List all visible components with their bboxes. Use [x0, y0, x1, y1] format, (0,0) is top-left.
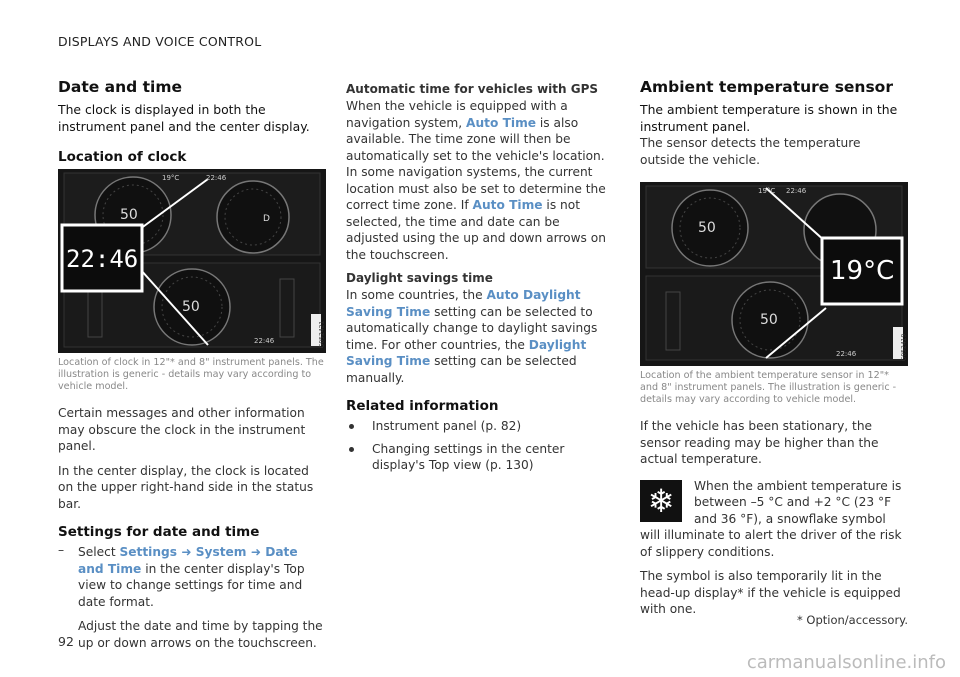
stationary-paragraph: If the vehicle has been stationary, the sensor reading may be higher than the actual temperature.: [640, 419, 879, 466]
auto-time-term: Auto Time: [472, 198, 543, 212]
temp-figure: [640, 182, 908, 366]
menu-system-link: System: [195, 545, 247, 559]
section-title-date-time: Date and time: [58, 78, 183, 96]
clock-figure: [58, 169, 326, 353]
daylight-savings-heading: Daylight savings time: [346, 271, 493, 285]
daylight-savings-paragraph: In some countries, the Auto Daylight Saving Time setting can be selected to automatically change to daylight savings time. For other countries, the Daylight Saving Time setting can be selected manually.: [346, 288, 598, 385]
auto-time-paragraph: When the vehicle is equipped with a navigation system, Auto Time is also available. The time zone will then be automatically set to the vehicle's location. In some navigation systems, the current location must also be set to determine the correct time zone. If Auto Time is not selected, the time and date can be adjusted using the up and down arrows on the touchscreen.: [346, 99, 606, 262]
snowflake-icon: ❄: [640, 480, 682, 522]
clock-zoom-readout: 22:46: [66, 245, 139, 273]
running-header: DISPLAYS AND VOICE CONTROL: [58, 34, 262, 49]
clock-obscured-paragraph: Certain messages and other information may obscure the clock in the instrument panel.: [58, 406, 306, 453]
settings-step: – Select Settings ➜ System ➜ Date and Time in the center display's Top view to change settings for time and date format.: [58, 544, 326, 610]
column-ambient-temp: [640, 78, 908, 618]
page-number: 92: [58, 634, 74, 649]
center-display-clock-paragraph: In the center display, the clock is located on the upper right-hand side in the status bar.: [58, 463, 314, 511]
bottom-clock-small: 22:46: [254, 337, 275, 345]
settings-date-time-heading: Settings for date and time: [58, 524, 260, 540]
top-clock-small: 22:46: [206, 174, 227, 182]
column-auto-time: [346, 82, 612, 474]
auto-time-heading: Automatic time for vehicles with GPS: [346, 82, 599, 96]
related-link-top-view[interactable]: Changing settings in the center display's Top view (p. 130): [346, 441, 612, 474]
related-info-heading: Related information: [346, 398, 499, 414]
temp-zoom-readout: 19°C: [830, 256, 895, 286]
top-temp-small: 19°C: [162, 174, 180, 182]
bottom-speed-readout: 50: [182, 299, 200, 315]
snowflake-block: [640, 478, 908, 561]
clock-figure-caption: Location of clock in 12"* and 8" instrument panels. The illustration is generic - details may vary according to vehicle model.: [58, 357, 324, 392]
arrow-right-icon: ➜: [246, 545, 266, 559]
footnote-option-accessory: * Option/accessory.: [797, 613, 908, 627]
snowflake-paragraph: When the ambient temperature is between –5 °C and +2 °C (23 °F and 36 °F), a snowflake symbol will illuminate to alert the driver of the risk of slippery conditions.: [640, 478, 902, 559]
top-speed-readout: 50: [698, 220, 716, 236]
auto-dst-term: Auto Daylight Saving Time: [346, 288, 581, 319]
location-clock-heading: Location of clock: [58, 149, 187, 165]
bottom-clock-small: 22:46: [836, 350, 857, 358]
related-info-list: [346, 418, 612, 474]
hud-paragraph: The symbol is also temporarily lit in the head-up display* if the vehicle is equipped with one.: [640, 569, 901, 616]
related-link-instrument-panel[interactable]: Instrument panel (p. 82): [346, 418, 612, 435]
figure-code: G052419: [900, 333, 908, 362]
temp-figure-caption: Location of the ambient temperature sensor in 12"* and 8" instrument panels. The illustration is generic - details may vary according to vehicle model.: [640, 370, 897, 405]
settings-steps: [58, 544, 326, 610]
watermark: carmanualsonline.info: [746, 652, 946, 673]
figure-code: G052421: [318, 320, 326, 349]
column-date-time: [58, 78, 326, 651]
settings-substep: Adjust the date and time by tapping the up or down arrows on the touchscreen.: [78, 619, 323, 650]
arrow-right-icon: ➜: [177, 545, 196, 559]
bottom-speed-readout: 50: [760, 312, 778, 328]
ambient-temp-sub: The sensor detects the temperature outside the vehicle.: [640, 136, 861, 167]
auto-time-term: Auto Time: [466, 115, 537, 130]
top-clock-small: 22:46: [786, 187, 807, 195]
menu-settings-link: Settings: [119, 545, 178, 559]
menu-date-time-link: Date and Time: [78, 545, 298, 576]
top-temp-small: 19°C: [758, 187, 776, 195]
svg-text:D: D: [263, 214, 270, 224]
date-time-intro: The clock is displayed in both the instrument panel and the center display.: [58, 102, 310, 134]
dst-term: Daylight Saving Time: [346, 337, 587, 368]
section-title-ambient-temp: Ambient temperature sensor: [640, 78, 893, 96]
ambient-temp-intro: The ambient temperature is shown in the instrument panel.: [640, 102, 898, 134]
top-speed-readout: 50: [120, 207, 138, 223]
